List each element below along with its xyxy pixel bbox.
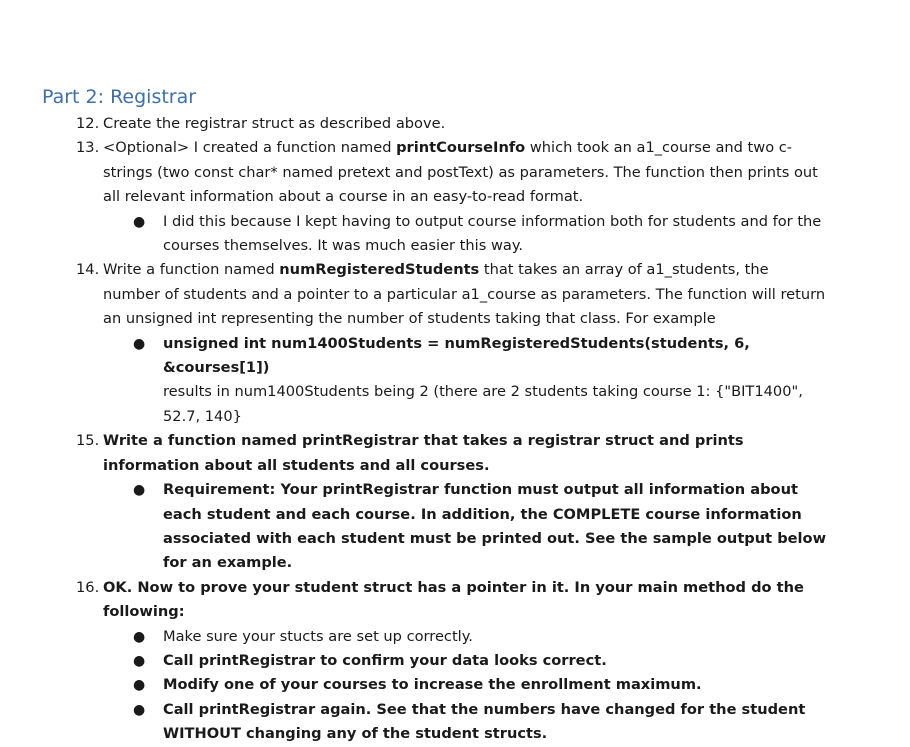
bullet-item	[0, 332, 910, 430]
list-item-16	[0, 576, 910, 625]
bullet-list	[0, 625, 910, 747]
bullet-icon: ●	[133, 628, 146, 645]
code-example: unsigned int num1400Students = numRegisteredStudents(students, 6, &courses[1])	[163, 334, 750, 377]
bullet-list	[0, 332, 910, 430]
item-text: which took an a1_course and two c-strings (two const char* named pretext and postText) as parameters. The function then prints out all relevant information about a course in an easy-to-read format.	[103, 139, 818, 206]
numbered-list	[0, 112, 910, 747]
list-item-12	[0, 112, 910, 136]
bullet-list	[0, 210, 910, 259]
function-name: printCourseInfo	[396, 139, 526, 157]
section-title: Part 2: Registrar	[42, 86, 197, 108]
item-number: 16.	[76, 578, 100, 596]
list-item-15	[0, 429, 910, 478]
list-item-13	[0, 136, 910, 209]
item-text: <Optional> I created a function named	[103, 139, 397, 157]
bullet-icon: ●	[133, 652, 146, 669]
item-number: 14.	[76, 261, 100, 279]
item-text: that takes an array of a1_students, the number of students and a pointer to a particular a1_course as parameters. The function will return an unsigned int representing the number of students taking that class. For example	[103, 261, 826, 328]
bullet-icon: ●	[133, 701, 146, 718]
function-name: numRegisteredStudents	[279, 261, 480, 279]
bullet-item: ● Requirement: Your printRegistrar function must output all information about each student and each course. In addition, the COMPLETE course information associated with each student must be printed out. See the sample output below for an example.	[0, 478, 910, 576]
item-number: 13.	[76, 139, 100, 157]
example-result: results in num1400Students being 2 (there are 2 students taking course 1: {"BIT1400", 52.7, 140}	[163, 383, 803, 425]
bullet-icon: ●	[133, 677, 146, 694]
item-number: 12.	[76, 115, 100, 132]
item-text: Write a function named	[103, 261, 280, 279]
item-number: 15.	[76, 432, 100, 450]
bullet-item: ● Make sure your stucts are set up correctly.	[0, 625, 910, 649]
bullet-icon: ●	[133, 335, 146, 352]
bullet-list	[0, 478, 910, 576]
bullet-item: ● Call printRegistrar again. See that the numbers have changed for the student WITHOUT changing any of the student structs.	[0, 698, 910, 747]
item-text: Create the registrar struct as described above.	[103, 115, 446, 132]
item-text: Write a function named printRegistrar that takes a registrar struct and prints information about all students and all courses.	[103, 432, 744, 474]
bullet-icon: ●	[133, 482, 146, 499]
bullet-item: ● Call printRegistrar to confirm your data looks correct.	[0, 649, 910, 673]
item-text: OK. Now to prove your student struct has a pointer in it. In your main method do the following:	[103, 578, 804, 621]
list-item-14	[0, 258, 910, 331]
bullet-item: ● Modify one of your courses to increase the enrollment maximum.	[0, 673, 910, 697]
bullet-icon: ●	[133, 213, 146, 230]
bullet-item: ● I did this because I kept having to output course information both for students and for the courses themselves. It was much easier this way.	[0, 210, 910, 259]
